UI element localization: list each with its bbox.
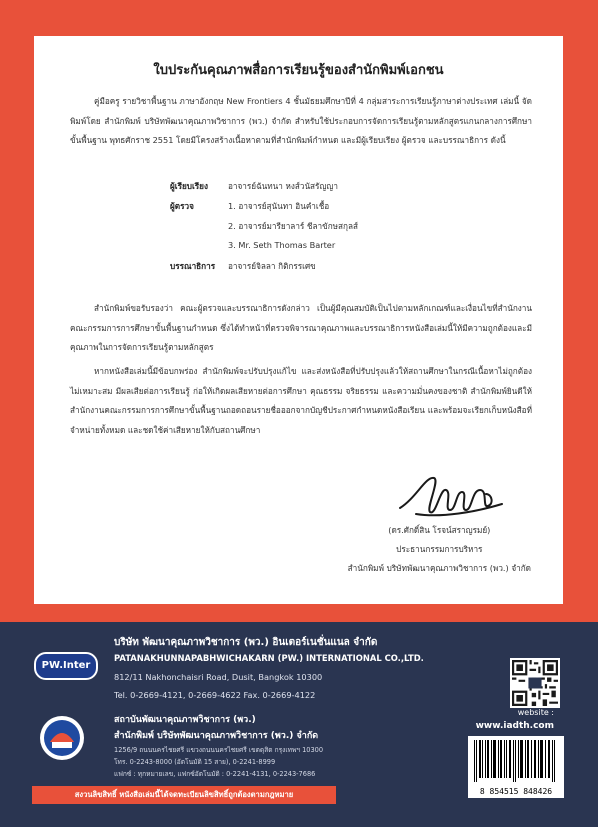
credit-value: 1. อาจารย์สุนันทา อินคำเชื้อ <box>228 201 330 211</box>
publisher-fax: แฟกซ์ : ทุกหมายเลข, แฟกซ์อัตโนมัติ : 0-2241-4131, 0-2243-7686 <box>114 770 316 778</box>
signer-organization: สำนักพิมพ์ บริษัทพัฒนาคุณภาพวิชาการ (พว.) จำกัด <box>347 563 531 573</box>
institute-seal-icon <box>38 714 86 762</box>
certificate-paragraph-1: คู่มือครู รายวิชาพื้นฐาน ภาษาอังกฤษ New Frontiers 4 ชั้นมัธยมศึกษาปีที่ 4 กลุ่มสาระการเรียนรู้ภาษาต่างประเทศ เล่มนี้ จัดพิมพ์โดย สำนักพิมพ์ บริษัทพัฒนาคุณภาพวิชาการ (พว.) จำกัด สำหรับใช้ประกอบการจัดการเรียนรู้ตามหลักสูตรแกนกลางการศึกษาขั้นพื้นฐาน พุทธศักราช 2551 โดยมีโครงสร้างเนื้อหาตามที่สำนักพิมพ์กำหนด และมีผู้เรียบเรียง ผู้ตรวจ และบรรณาธิการ ดังนี้ <box>70 96 532 145</box>
credit-value: 3. Mr. Seth Thomas Barter <box>228 240 336 250</box>
publisher-address: 1256/9 ถนนนครไชยศรี แขวงถนนนครไชยศรี เขตดุสิต กรุงเทพฯ 10300 <box>114 746 324 754</box>
signer-position: ประธานกรรมการบริหาร <box>396 544 483 554</box>
credit-label: บรรณาธิการ <box>170 261 216 271</box>
signer-name: (ดร.ศักดิ์สิน โรจน์สราญรมย์) <box>388 525 491 535</box>
credit-label: ผู้เรียบเรียง <box>170 181 208 191</box>
company-name-english: PATANAKHUNNAPABHWICHAKARN (PW.) INTERNATIONAL CO.,LTD. <box>114 653 424 663</box>
qr-code-icon <box>510 658 560 708</box>
institute-name: สถาบันพัฒนาคุณภาพวิชาการ (พว.) <box>114 715 256 725</box>
handwritten-signature <box>396 468 506 523</box>
certificate-paragraph-3: หากหนังสือเล่มนี้มีข้อบกพร่อง สำนักพิมพ์จะปรับปรุงแก้ไข และส่งหนังสือที่ปรับปรุงแล้วให้สถานศึกษาในกรณีเนื้อหาไม่ถูกต้อง ไม่เหมาะสม มีผลเสียต่อการเรียนรู้ ก่อให้เกิดผลเสียหายต่อการศึกษา คุณธรรม จริยธรรม และความมั่นคงของชาติ สำนักพิมพ์ยินดีให้สำนักงานคณะกรรมการการศึกษาขั้นพื้นฐานถอดถอนรายชื่อออกจากบัญชีประกาศกำหนดหนังสือเรียน และพร้อมจะเรียกเก็บหนังสือที่จำหน่ายทั้งหมด และชดใช้ค่าเสียหายให้กับสถานศึกษา <box>70 366 532 435</box>
publisher-telephone: โทร. 0-2243-8000 (อัตโนมัติ 15 สาย), 0-2241-8999 <box>114 758 276 766</box>
credit-value: 2. อาจารย์มารียาลาร์ ชีลาขักษสกุลส์ <box>228 221 359 231</box>
pw-inter-logo: PW.Inter <box>34 652 98 680</box>
company-name-thai: บริษัท พัฒนาคุณภาพวิชาการ (พว.) อินเตอร์เนชั่นแนล จำกัด <box>114 637 378 648</box>
credit-value: อาจารย์ฉันทนา หงส์วนัสรัญญา <box>228 181 339 191</box>
signer-block <box>348 521 531 578</box>
website-url[interactable]: www.iadth.com <box>475 721 554 731</box>
certificate-title: ใบประกันคุณภาพสื่อการเรียนรู้ของสำนักพิมพ์เอกชน <box>153 63 444 78</box>
barcode <box>468 736 564 798</box>
copyright-notice: สงวนลิขสิทธิ์ หนังสือเล่มนี้ได้จดทะเบียนลิขสิทธิ์ถูกต้องตามกฎหมาย <box>32 786 336 804</box>
website-label: website : <box>517 708 554 717</box>
publisher-footer <box>0 622 598 827</box>
publisher-name: สำนักพิมพ์ บริษัทพัฒนาคุณภาพวิชาการ (พว.) จำกัด <box>114 731 319 741</box>
credit-label: ผู้ตรวจ <box>170 201 194 211</box>
certificate-paragraph-2: สำนักพิมพ์ขอรับรองว่า คณะผู้ตรวจและบรรณาธิการดังกล่าว เป็นผู้มีคุณสมบัติเป็นไปตามหลักเกณฑ์และเงื่อนไขที่สำนักงานคณะกรรมการการศึกษาขั้นพื้นฐานกำหนด ซึ่งได้ทำหน้าที่ตรวจพิจารณาคุณภาพและบรรณาธิการหนังสือเล่มนี้ให้มีความถูกต้องและมีคุณภาพในการจัดการเรียนรู้ตามหลักสูตร <box>70 303 532 352</box>
barcode-number: 8 854515 848426 <box>479 787 553 796</box>
credit-value: อาจารย์จิลลา กิติกรรเศข <box>228 261 316 271</box>
barcode-bars-icon <box>468 736 564 784</box>
company-address: 812/11 Nakhonchaisri Road, Dusit, Bangkok 10300 <box>114 672 323 682</box>
company-telephone: Tel. 0-2669-4121, 0-2669-4622 Fax. 0-2669-4122 <box>114 690 316 700</box>
quality-certificate-card <box>34 36 563 604</box>
